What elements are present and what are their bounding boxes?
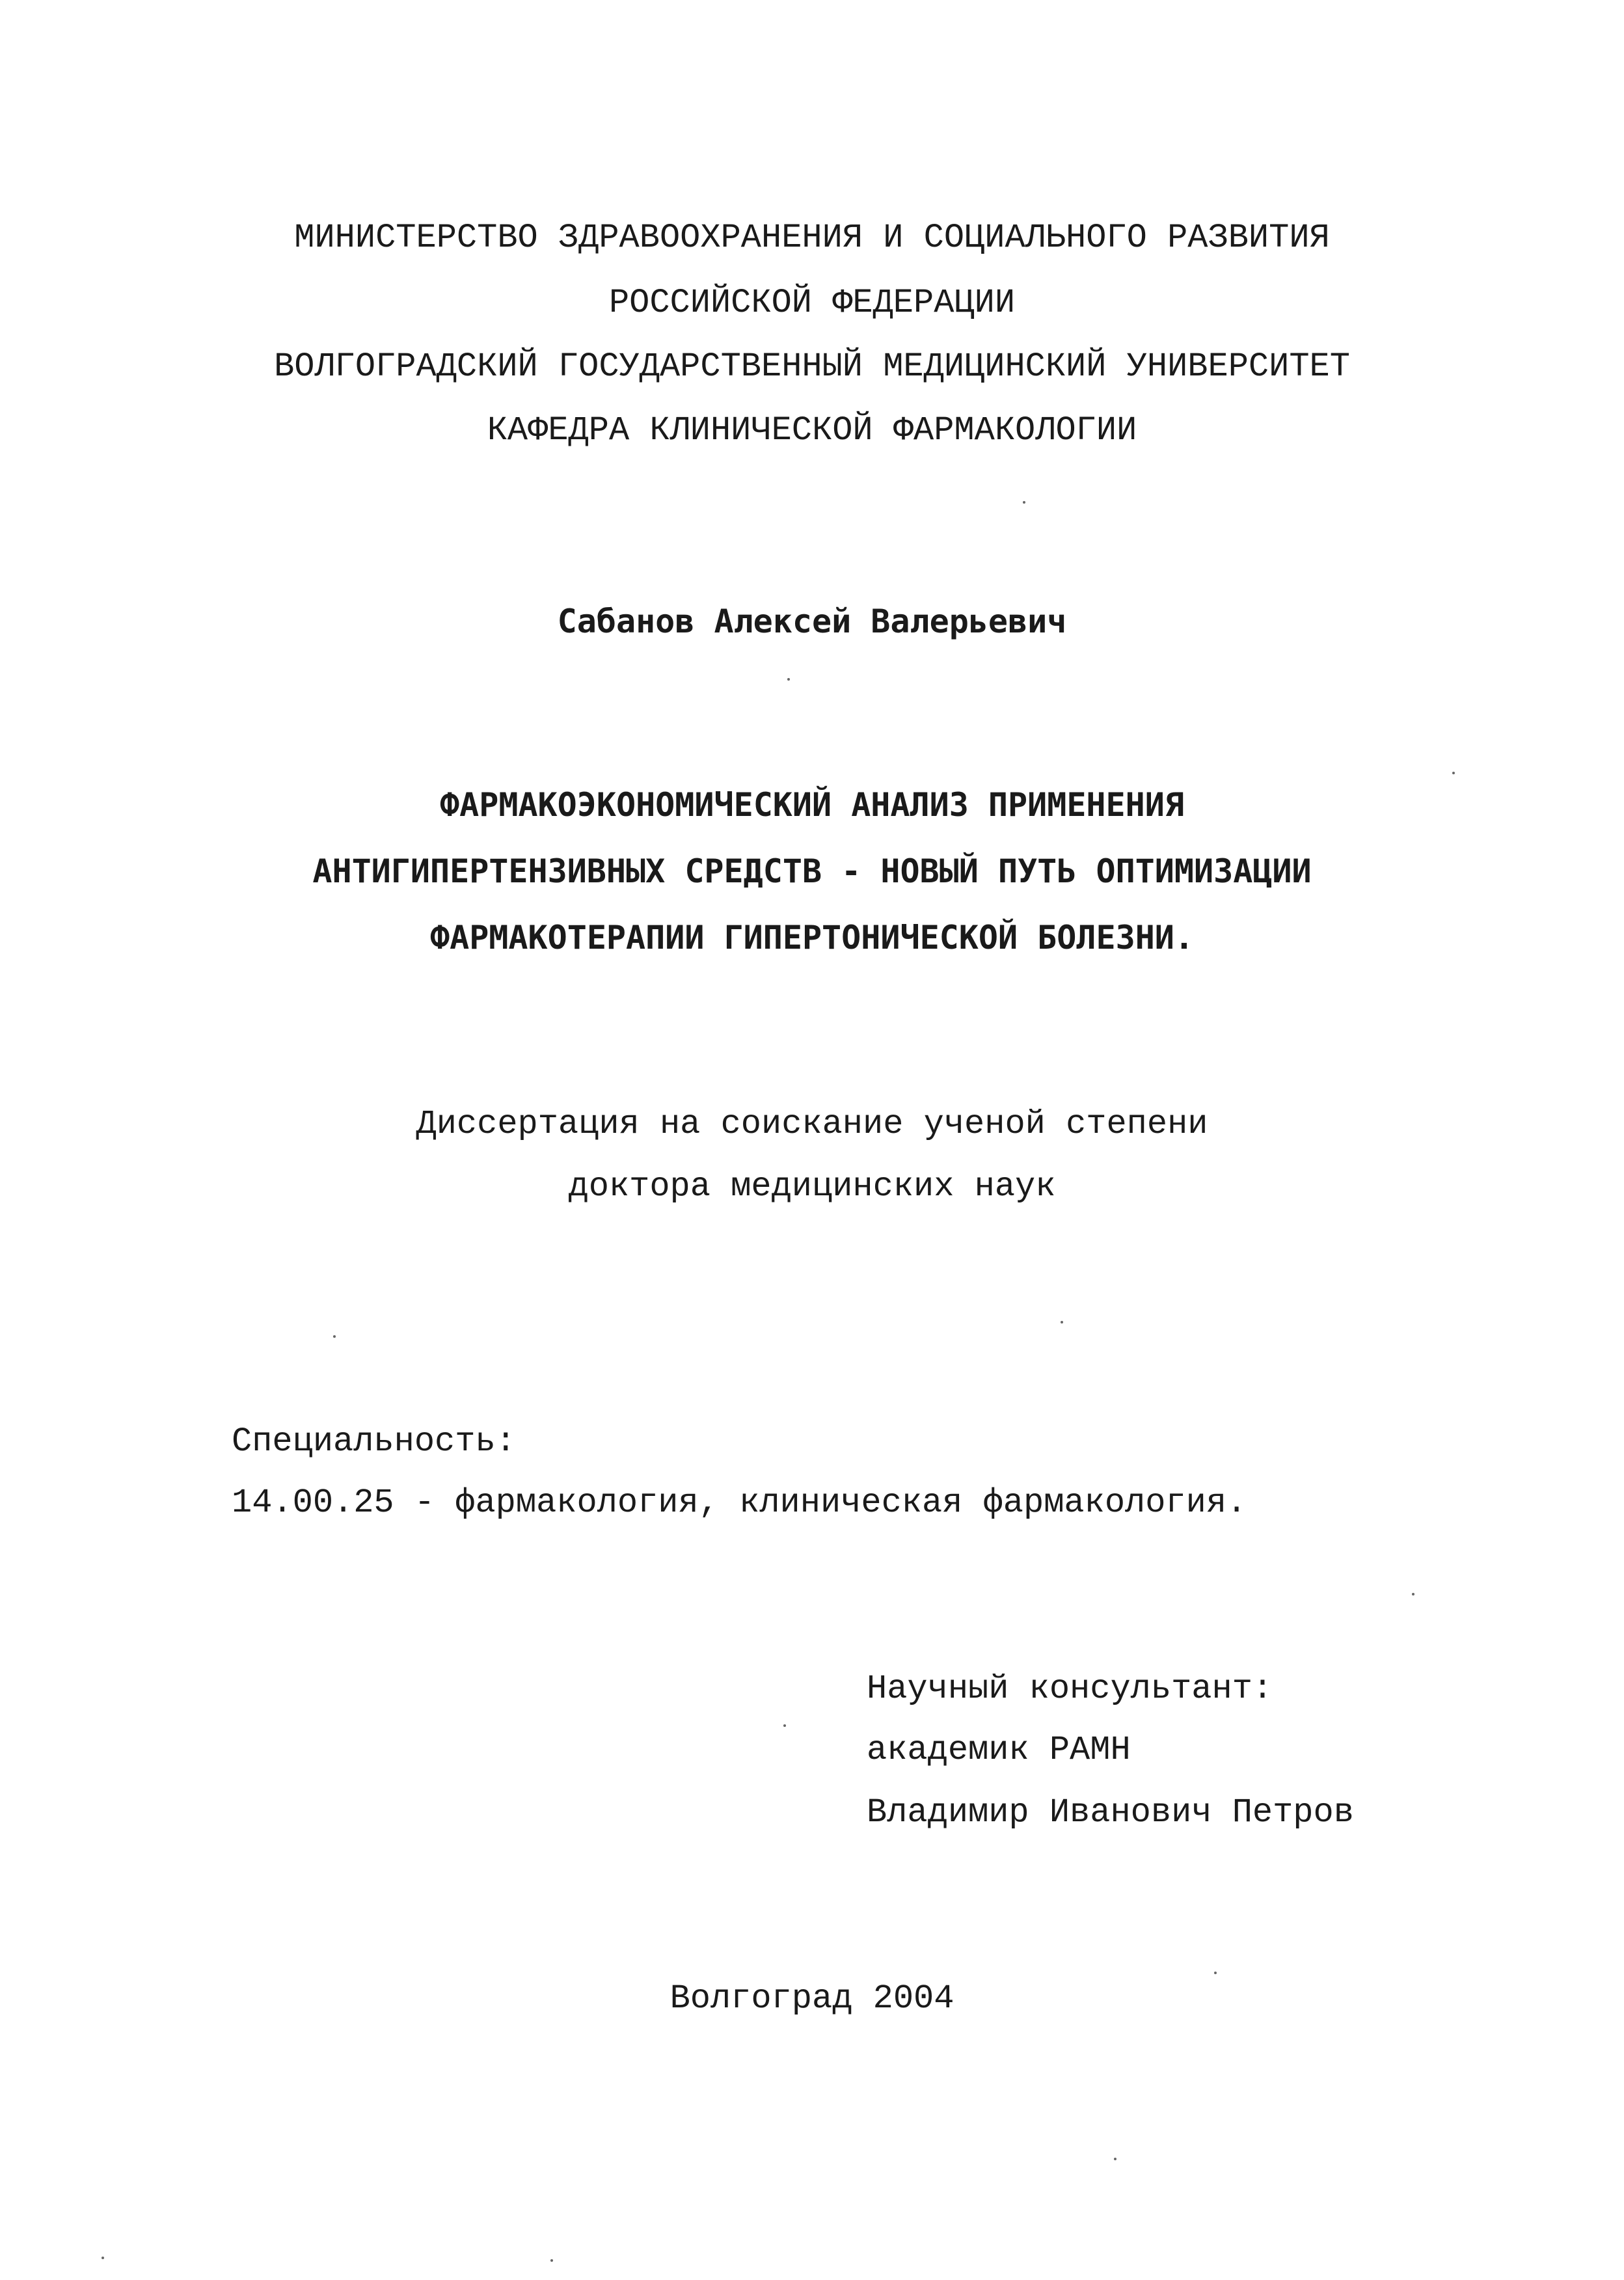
scan-speck: [550, 2259, 553, 2262]
scan-speck: [102, 2257, 104, 2259]
scan-speck: [333, 1335, 336, 1338]
consultant-rank: академик РАМН: [867, 1731, 1131, 1769]
city-year: Волгоград 2004: [670, 1979, 954, 2018]
scan-speck: [1023, 501, 1025, 504]
author-name: Сабанов Алексей Валерьевич: [557, 603, 1067, 640]
federation-line: РОССИЙСКОЙ ФЕДЕРАЦИИ: [608, 284, 1016, 322]
specialty-label: Специальность:: [232, 1422, 516, 1461]
specialty-value: 14.00.25 - фармакология, клиническая фармакология.: [232, 1484, 1247, 1522]
scan-speck: [1412, 1593, 1414, 1595]
consultant-name: Владимир Иванович Петров: [867, 1793, 1354, 1832]
degree-line-2: доктора медицинских наук: [568, 1167, 1056, 1206]
scan-speck: [1061, 1321, 1063, 1323]
scan-speck: [1452, 772, 1455, 774]
title-line-3: ФАРМАКОТЕРАПИИ ГИПЕРТОНИЧЕСКОЙ БОЛЕЗНИ.: [430, 919, 1194, 957]
scan-speck: [787, 678, 790, 681]
degree-line-1: Диссертация на соискание ученой степени: [416, 1105, 1208, 1143]
scan-speck: [783, 1724, 786, 1727]
university-line: ВОЛГОГРАДСКИЙ ГОСУДАРСТВЕННЫЙ МЕДИЦИНСКИЙ УНИВЕРСИТЕТ: [274, 347, 1350, 386]
title-line-1: ФАРМАКОЭКОНОМИЧЕСКИЙ АНАЛИЗ ПРИМЕНЕНИЯ: [440, 786, 1184, 824]
ministry-line: МИНИСТЕРСТВО ЗДРАВООХРАНЕНИЯ И СОЦИАЛЬНОГО РАЗВИТИЯ: [294, 219, 1330, 257]
title-line-2: АНТИГИПЕРТЕНЗИВНЫХ СРЕДСТВ - НОВЫЙ ПУТЬ ОПТИМИЗАЦИИ: [312, 852, 1312, 890]
department-line: КАФЕДРА КЛИНИЧЕСКОЙ ФАРМАКОЛОГИИ: [487, 411, 1137, 450]
scan-speck: [1114, 2158, 1116, 2160]
scan-speck: [1214, 1972, 1217, 1974]
consultant-label: Научный консультант:: [867, 1670, 1273, 1708]
